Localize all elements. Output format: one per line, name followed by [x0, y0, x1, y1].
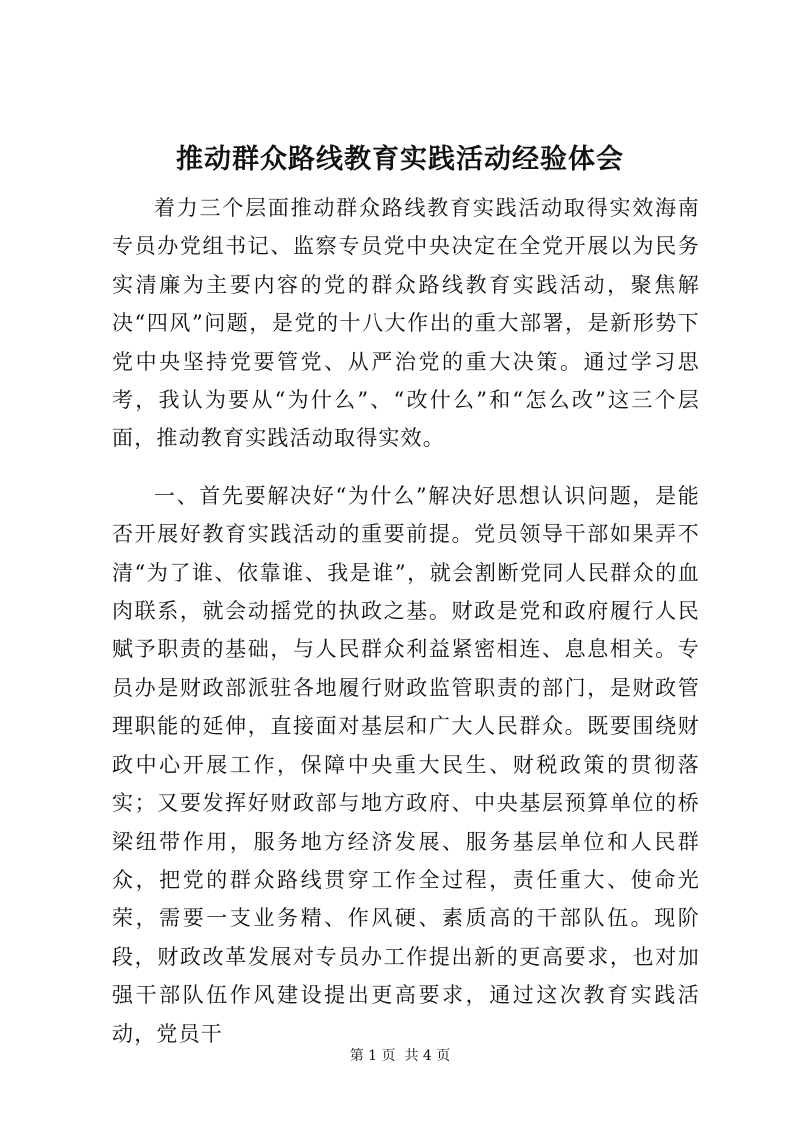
- page-footer: [0, 1046, 800, 1066]
- document-body: [112, 189, 700, 1053]
- paragraph-section-one: 一、首先要解决好“为什么”解决好思想认识问题，是能否开展好教育实践活动的重要前提。党员领导干部如果弄不清“为了谁、依靠谁、我是谁”，就会割断党同人民群众的血肉联系，就会动摇党的执政之基。财政是党和政府履行人民赋予职责的基础，与人民群众利益紧密相连、息息相关。专员办是财政部派驻各地履行财政监管职责的部门，是财政管理职能的延伸，直接面对基层和广大人民群众。既要围绕财政中心开展工作，保障中央重大民生、财税政策的贯彻落实；又要发挥好财政部与地方政府、中央基层预算单位的桥梁纽带作用，服务地方经济发展、服务基层单位和人民群众，把党的群众路线贯穿工作全过程，责任重大、使命光荣，需要一支业务精、作风硬、素质高的干部队伍。现阶段，财政改革发展对专员办工作提出新的更高要求，也对加强干部队伍作风建设提出更高要求，通过这次教育实践活动，党员干: [112, 483, 700, 1046]
- document-title: 推动群众路线教育实践活动经验体会: [176, 144, 624, 175]
- paragraph-intro: 着力三个层面推动群众路线教育实践活动取得实效海南专员办党组书记、监察专员党中央决定在全党开展以为民务实清廉为主要内容的党的群众路线教育实践活动，聚焦解决“四风”问题，是党的十八大作出的重大部署，是新形势下党中央坚持党要管党、从严治党的重大决策。通过学习思考，我认为要从“为什么”、“改什么”和“怎么改”这三个层面，推动教育实践活动取得实效。: [112, 196, 700, 451]
- page-number-label: 第 1 页 共 4 页: [349, 1048, 451, 1064]
